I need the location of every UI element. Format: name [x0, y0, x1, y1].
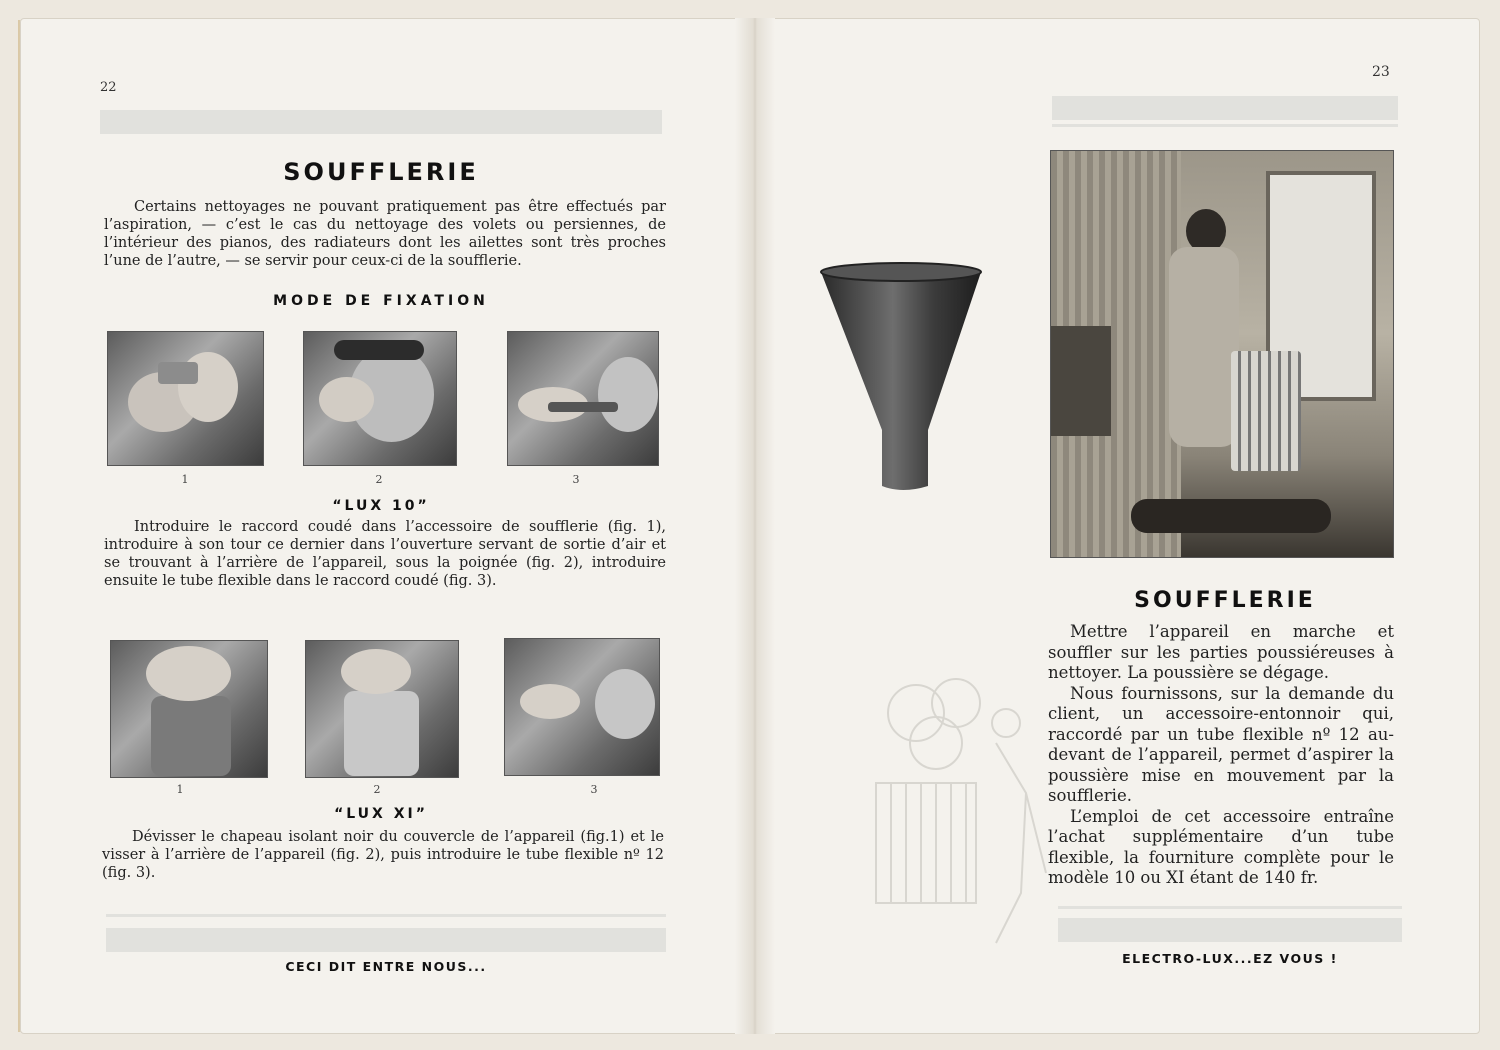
woman-blowing-radiator-photo	[1050, 150, 1394, 558]
fig-caption: 2	[373, 783, 381, 796]
section-subtitle: MODE DE FIXATION	[273, 293, 489, 309]
page-title: SOUFFLERIE	[283, 158, 479, 186]
lux11-instructions: Dévisser le chapeau isolant noir du couvercle de l’appareil (fig.1) et le visser à l’arrière de l’appareil (fig. 2), puis introduire le tube flexible nº 12 (fig. 3).	[102, 829, 664, 881]
lux10-instructions: Introduire le raccord coudé dans l’accessoire de soufflerie (fig. 1), introduire à son tour ce dernier dans l’ouverture servant de sortie d’air et se trouvant à l’arrière de l’appareil, sous la poignée (fig. 2), introduire ensuite le tube flexible dans le raccord coudé (fig. 3).	[104, 519, 666, 589]
hands-connecting-elbow-photo	[107, 331, 264, 466]
header-band	[1052, 96, 1398, 120]
page-title: SOUFFLERIE	[1134, 588, 1316, 613]
soufflerie-description: Mettre l’appareil en marche et souffler sur les parties poussiéreuses à nettoyer. La poussière se dégage. Nous fournissons, sur la demande du client, un accessoire-entonnoir qui, raccordé par un tube flexible nº 12 au-devant de l’appareil, permet d’aspirer la poussière mise en mouvement par la soufflerie. L’emploi de cet accessoire entraîne l’achat supplémentaire d’un tube flexible, la fourniture complète pour le modèle 10 ou XI étant de 140 fr.	[1048, 622, 1394, 887]
model-heading: “LUX 10”	[332, 498, 430, 514]
fig-caption: 3	[572, 473, 580, 486]
footer-band	[1058, 918, 1402, 942]
funnel-accessory-photo	[816, 260, 986, 492]
page-number: 23	[1372, 64, 1390, 80]
header-band	[100, 110, 662, 134]
left-page	[44, 18, 734, 1034]
divider	[1052, 124, 1398, 127]
fig-caption: 1	[181, 473, 189, 486]
footer-band	[106, 928, 666, 952]
fig-caption: 1	[176, 783, 184, 796]
hands-inserting-hose-photo	[507, 331, 659, 466]
book-gutter	[735, 18, 775, 1034]
fig-caption: 3	[590, 783, 598, 796]
right-page	[776, 18, 1466, 1034]
page-footer: CECI DIT ENTRE NOUS...	[285, 959, 487, 974]
divider	[1058, 906, 1402, 909]
hands-attaching-to-lux10-photo	[303, 331, 457, 466]
hand-screwing-cap-photo	[305, 640, 459, 778]
page-footer: ELECTRO-LUX...EZ VOUS !	[1122, 951, 1338, 966]
hands-inserting-hose-lux11-photo	[504, 638, 660, 776]
fig-caption: 2	[375, 473, 383, 486]
model-heading: “LUX XI”	[334, 806, 428, 822]
faded-illustration-man-radiator	[856, 673, 1056, 963]
divider	[106, 914, 666, 917]
page-number: 22	[100, 80, 117, 95]
intro-paragraph: Certains nettoyages ne pouvant pratiquement pas être effectués par l’aspiration, — c’est le cas du nettoyage des volets ou persiennes, de l’intérieur des pianos, des radiateurs dont les ailettes sont très proches l’une de l’autre, — se servir pour ceux-ci de la soufflerie.	[104, 199, 666, 269]
hand-unscrewing-cap-photo	[110, 640, 268, 778]
